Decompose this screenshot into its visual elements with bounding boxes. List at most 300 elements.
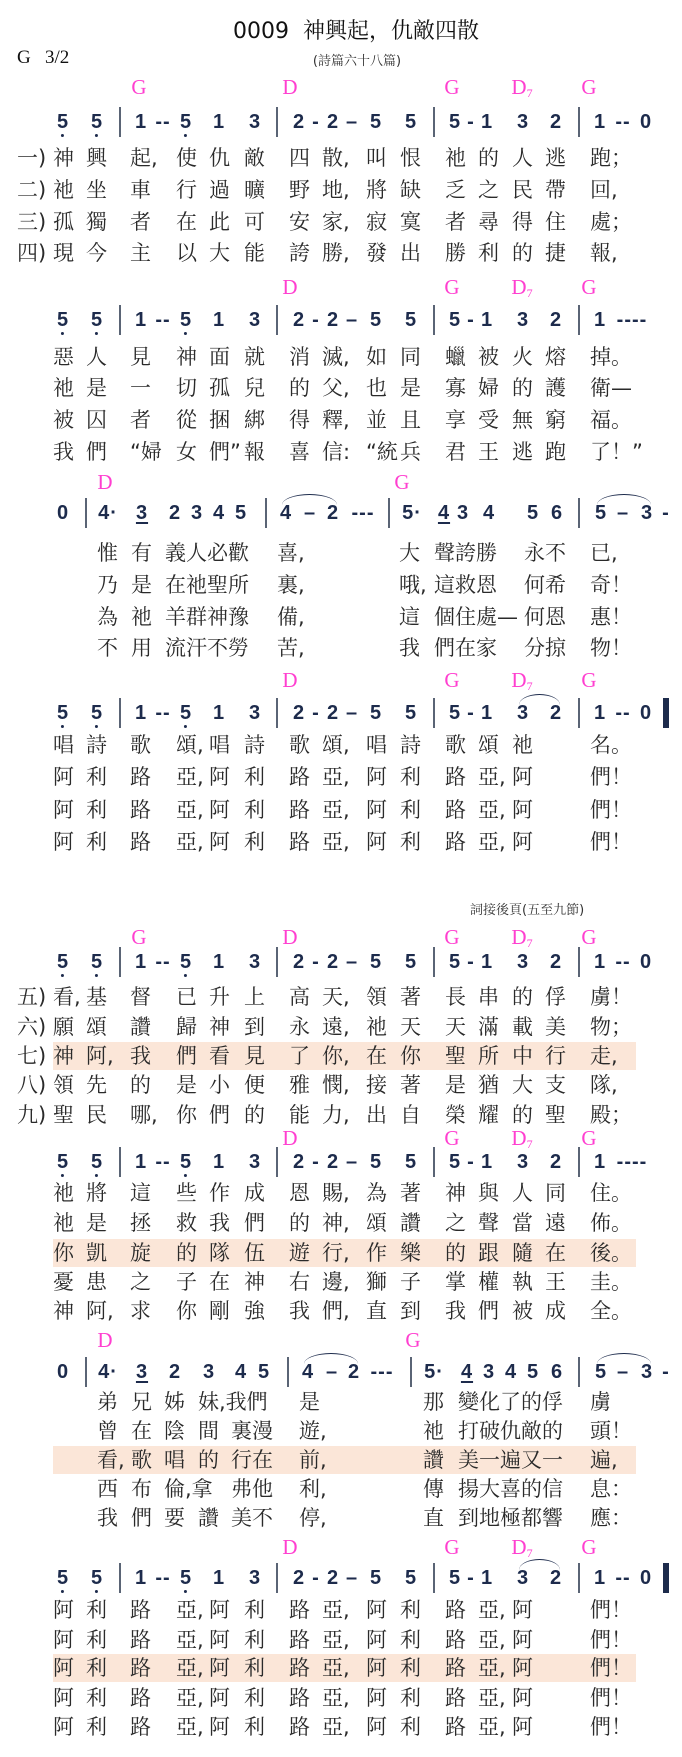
sustain-dash: - [312, 951, 320, 973]
note: 5 [369, 702, 383, 724]
lyric-syllable: 得 [512, 210, 533, 234]
lyric-syllable: 歸 [176, 1015, 197, 1039]
lyric-syllable: 們！ [590, 830, 632, 854]
lyric-syllable: 中 [512, 1044, 533, 1068]
lyric-syllable: 路 [445, 830, 466, 854]
lyric-syllable: 傳 [423, 1477, 444, 1501]
lyric-syllable: 散, [322, 146, 350, 170]
lyric-syllable: 願 [53, 1015, 74, 1039]
lyric-syllable: 叫 [366, 146, 387, 170]
sustain-dash: – [345, 111, 359, 133]
barline [388, 498, 390, 528]
lyric-syllable: 安 [289, 210, 310, 234]
lyric-syllable: 我 [97, 1506, 118, 1530]
sustain-dash: - [467, 1151, 475, 1173]
lyric-syllable: 基 [86, 985, 107, 1009]
lyric-syllable: 長 [445, 985, 466, 1009]
lyric-syllable: 今 [86, 241, 107, 265]
lyric-syllable: 神 [53, 1299, 74, 1323]
lyric-syllable: 全。 [590, 1299, 632, 1323]
lyric-syllable: 亞, [176, 830, 204, 854]
lyric-syllable: 利 [86, 1656, 107, 1680]
sustain-dash: - [312, 111, 320, 133]
low-octave-note: 5 [90, 702, 104, 724]
lyric-syllable: 聖 [545, 1103, 566, 1127]
chord-symbol: G [581, 925, 597, 949]
lyric-syllable: 那 [423, 1390, 444, 1414]
lyric-syllable: 報, [590, 241, 618, 265]
chord-extension: 7 [526, 86, 533, 100]
lyric-syllable: 在 [176, 210, 197, 234]
sustain-dash: – [345, 1567, 359, 1589]
chord-symbol: D [282, 668, 298, 692]
chord-extension: 7 [526, 679, 533, 693]
chord-symbol: D [282, 275, 298, 299]
chord-symbol: G [581, 275, 597, 299]
note: 0 [639, 702, 653, 724]
lyric-syllable: 的 [512, 376, 533, 400]
lyric-syllable: 遊 [289, 1241, 310, 1265]
lyric-syllable: 阿 [209, 798, 230, 822]
lyric-syllable: 佈。 [590, 1211, 632, 1235]
lyric-syllable: 路 [445, 1656, 466, 1680]
lyric-syllable: 憫, [322, 1073, 350, 1097]
lyric-syllable: 路 [130, 1598, 151, 1622]
low-octave-note: 5 [56, 702, 70, 724]
lyric-syllable: 路 [130, 830, 151, 854]
lyric-syllable: 可 [244, 210, 265, 234]
lyric-syllable: 滅, [322, 345, 350, 369]
note: 5 [404, 1151, 418, 1173]
lyric-syllable: 所 [478, 1044, 499, 1068]
note: 4· [98, 502, 118, 524]
lyric-syllable: 們！ [590, 1656, 632, 1680]
lyric-syllable: 現 [53, 241, 74, 265]
note: 2 [326, 1567, 340, 1589]
lyric-syllable: 讚 [198, 1506, 219, 1530]
sustain-dash: --- [370, 1361, 394, 1383]
lyric-syllable: 的 [130, 1073, 151, 1097]
lyric-syllable: 利 [478, 241, 499, 265]
note: 2 [326, 1151, 340, 1173]
lyric-syllable: 榮 [445, 1103, 466, 1127]
lyric-syllable: 切 [176, 376, 197, 400]
lyric-syllable: 蠟 [445, 345, 466, 369]
lyric-syllable: 天, [322, 985, 350, 1009]
lyric-syllable: 用 [131, 636, 152, 660]
lyric-syllable: 路 [445, 1686, 466, 1710]
lyric-syllable: 亞, [478, 765, 506, 789]
lyric-syllable: 們！ [590, 1598, 632, 1622]
lyric-syllable: 亞, [176, 1656, 204, 1680]
chord-extension: 7 [526, 286, 533, 300]
lyric-syllable: 裏漫 [231, 1419, 273, 1443]
chord-symbol: G [581, 668, 597, 692]
lyric-syllable: 利 [86, 1686, 107, 1710]
lyric-syllable: 能 [289, 1103, 310, 1127]
lyric-syllable: 揚大喜的信 [458, 1477, 563, 1501]
note: 2 [292, 111, 306, 133]
note: 4 [234, 1361, 248, 1383]
lyric-syllable: 行 [176, 178, 197, 202]
lyric-syllable: 們” [209, 440, 241, 464]
note: 3 [248, 1151, 262, 1173]
lyric-syllable: 流汗不勞 [165, 636, 249, 660]
lyric-syllable: 孤 [53, 210, 74, 234]
lyric-syllable: 路 [130, 1686, 151, 1710]
chord-symbol: G [131, 75, 147, 99]
lyric-syllable: 地, [322, 178, 350, 202]
lyric-syllable: 權 [478, 1270, 499, 1294]
lyric-syllable: 的 [478, 146, 499, 170]
chord-symbol: G [394, 470, 410, 494]
note: 4 [301, 1361, 315, 1383]
barline [265, 498, 267, 528]
lyric-syllable: 當 [512, 1211, 533, 1235]
lyric-syllable: 之 [130, 1270, 151, 1294]
sustain-dash: -- [155, 309, 171, 331]
sustain-dash: – [303, 502, 317, 524]
note: 2 [292, 309, 306, 331]
chord-symbol: G [444, 75, 460, 99]
lyric-syllable: 神, [322, 1211, 350, 1235]
lyric-syllable: 捷 [545, 241, 566, 265]
note: 2 [292, 702, 306, 724]
lyric-syllable: 利 [86, 1628, 107, 1652]
lyric-syllable: 讚 [423, 1448, 444, 1472]
lyric-syllable: 帶 [545, 178, 566, 202]
lyric-syllable: 民 [512, 178, 533, 202]
lyric-syllable: 釋, [322, 408, 350, 432]
note: 2 [168, 1361, 182, 1383]
lyric-syllable: 受 [478, 408, 499, 432]
lyric-syllable: 聖 [53, 1103, 74, 1127]
sustain-dash: - [662, 1361, 670, 1383]
lyric-syllable: 阿 [512, 1598, 533, 1622]
note: 1 [480, 111, 494, 133]
barline [119, 1563, 121, 1593]
lyric-syllable: 利 [400, 830, 421, 854]
lyric-syllable: 阿 [512, 1686, 533, 1710]
lyric-syllable: 我 [53, 440, 74, 464]
lyric-syllable: 我 [399, 636, 420, 660]
lyric-syllable: 是 [86, 1211, 107, 1235]
lyric-syllable: 回, [590, 178, 618, 202]
note: 5 [404, 309, 418, 331]
note: 4· [98, 1361, 118, 1383]
lyric-syllable: 阿 [53, 1686, 74, 1710]
lyric-syllable: 王 [545, 1270, 566, 1294]
note: 1 [593, 702, 607, 724]
barline [85, 1357, 87, 1387]
lyric-syllable: 頌 [366, 1211, 387, 1235]
note: 2 [549, 1151, 563, 1173]
barline [433, 1563, 435, 1593]
low-octave-note: 5 [90, 309, 104, 331]
note: 3 [516, 309, 530, 331]
lyric-syllable: 亞, [176, 765, 204, 789]
barline [119, 698, 121, 728]
lyric-syllable: 阿 [53, 1628, 74, 1652]
lyric-syllable: 患 [86, 1270, 107, 1294]
note: 2 [347, 1361, 361, 1383]
sustain-dash: - [467, 702, 475, 724]
verse-number: 九) [17, 1103, 47, 1127]
low-octave-note: 5 [179, 111, 193, 133]
lyric-syllable: 殿； [590, 1103, 632, 1127]
sustain-dash: -- [155, 702, 171, 724]
lyric-syllable: 作 [366, 1241, 387, 1265]
lyric-syllable: 住。 [590, 1181, 632, 1205]
lyric-syllable: 歌 [131, 1448, 152, 1472]
note: 3 [516, 1151, 530, 1173]
sustain-dash: -- [615, 111, 631, 133]
lyric-syllable: 同 [400, 345, 421, 369]
sustain-dash: - [312, 1567, 320, 1589]
lyric-syllable: 且 [400, 408, 421, 432]
lyric-syllable: 祂 [53, 178, 74, 202]
lyric-syllable: 領 [53, 1073, 74, 1097]
lyric-syllable: 亞, [322, 765, 350, 789]
lyric-syllable: 祂 [53, 376, 74, 400]
lyric-syllable: 頌, [322, 733, 350, 757]
lyric-syllable: 婦 [478, 376, 499, 400]
lyric-syllable: 阿 [512, 1715, 533, 1739]
lyric-syllable: 勝, [322, 241, 350, 265]
eighth-note: 3 [135, 502, 149, 524]
lyric-syllable: 路 [289, 765, 310, 789]
sustain-dash: - [467, 111, 475, 133]
lyric-syllable: 王 [478, 440, 499, 464]
low-octave-note: 5 [179, 951, 193, 973]
note: 1 [480, 951, 494, 973]
lyric-syllable: 主 [130, 241, 151, 265]
sustain-dash: - [312, 309, 320, 331]
note: 0 [639, 1567, 653, 1589]
lyric-syllable: 亞, [478, 1656, 506, 1680]
note: 3 [248, 1567, 262, 1589]
lyric-syllable: 凱 [86, 1241, 107, 1265]
lyric-syllable: 大 [512, 1073, 533, 1097]
lyric-syllable: 亞, [176, 1715, 204, 1739]
lyric-syllable: 倫,拿 [164, 1477, 213, 1501]
chord-symbol: $D_7$ [511, 1126, 533, 1151]
lyric-syllable: 利 [400, 798, 421, 822]
lyric-syllable: 的 [512, 985, 533, 1009]
verse-number: 二) [17, 178, 47, 202]
lyric-syllable: 亞, [322, 1686, 350, 1710]
chord-symbol: $D_7$ [511, 668, 533, 693]
lyric-syllable: 的 [244, 1103, 265, 1127]
note: 3 [640, 502, 654, 524]
lyric-syllable: 的 [512, 241, 533, 265]
lyric-syllable: 兄 [131, 1390, 152, 1414]
lyric-syllable: 能 [244, 241, 265, 265]
lyric-syllable: 車 [130, 178, 151, 202]
lyric-syllable: 誇 [289, 241, 310, 265]
lyric-syllable: 支 [545, 1073, 566, 1097]
lyric-syllable: 利 [400, 765, 421, 789]
lyric-syllable: 神 [209, 1015, 230, 1039]
lyric-syllable: 為 [97, 605, 118, 629]
lyric-syllable: 亞, [478, 1628, 506, 1652]
lyric-syllable: 求 [130, 1299, 151, 1323]
sustain-dash: - [312, 1151, 320, 1173]
lyric-syllable: 是 [131, 573, 152, 597]
lyric-syllable: 阿 [366, 830, 387, 854]
sustain-dash: - [467, 1567, 475, 1589]
lyric-syllable: 分掠 [524, 636, 566, 660]
chord-symbol: D [282, 925, 298, 949]
lyric-syllable: 亞, [322, 1715, 350, 1739]
lyric-syllable: 恨 [400, 146, 421, 170]
lyric-syllable: 我 [445, 1299, 466, 1323]
tie-slur [282, 494, 337, 505]
lyric-syllable: 們 [131, 1506, 152, 1530]
lyric-syllable: 人 [512, 146, 533, 170]
lyric-syllable: 了 [289, 1044, 310, 1068]
barline [578, 1563, 580, 1593]
lyric-syllable: 路 [130, 798, 151, 822]
lyric-syllable: 姊 [164, 1390, 185, 1414]
lyric-syllable: 跑； [590, 146, 632, 170]
lyric-syllable: 阿 [512, 830, 533, 854]
lyric-syllable: 亞, [322, 1656, 350, 1680]
lyric-syllable: “婦 [130, 440, 162, 464]
lyric-syllable: 無 [512, 408, 533, 432]
sustain-dash: -- [615, 951, 631, 973]
lyric-syllable: 路 [130, 765, 151, 789]
low-octave-note: 5 [56, 111, 70, 133]
lyric-syllable: 利 [244, 1598, 265, 1622]
lyric-syllable: 獅 [366, 1270, 387, 1294]
lyric-syllable: 阿 [366, 1598, 387, 1622]
lyric-syllable: 的 [445, 1241, 466, 1265]
sustain-dash: -- [615, 702, 631, 724]
lyric-syllable: 看, [97, 1448, 125, 1472]
lyric-syllable: 唱 [366, 733, 387, 757]
lyric-syllable: 升 [209, 985, 230, 1009]
lyric-syllable: 力, [322, 1103, 350, 1127]
lyric-syllable: 亞, [478, 1686, 506, 1710]
note: 5 [448, 309, 462, 331]
lyric-syllable: 著 [400, 985, 421, 1009]
lyric-syllable: “統 [366, 440, 398, 464]
lyric-syllable: 大 [209, 241, 230, 265]
lyric-syllable: 在 [366, 1044, 387, 1068]
lyric-syllable: 頌, [176, 733, 204, 757]
lyric-syllable: 剛 [209, 1299, 230, 1323]
lyric-syllable: 串 [478, 985, 499, 1009]
lyric-syllable: 亞, [478, 1715, 506, 1739]
lyric-syllable: 的 [198, 1448, 219, 1472]
note: 3 [248, 702, 262, 724]
lyric-syllable: 利 [244, 830, 265, 854]
lyric-syllable: 看, [53, 985, 81, 1009]
note: 1 [212, 309, 226, 331]
barline [119, 1147, 121, 1177]
lyric-syllable: 將 [366, 178, 387, 202]
lyric-syllable: 起, [130, 146, 158, 170]
chord-symbol: D [282, 1535, 298, 1559]
note: 2 [549, 111, 563, 133]
lyric-syllable: 阿 [53, 1715, 74, 1739]
note: 2 [326, 951, 340, 973]
lyric-syllable: 路 [289, 1715, 310, 1739]
lyric-syllable: 唱 [209, 733, 230, 757]
note: 4 [212, 502, 226, 524]
lyric-syllable: 遠, [322, 1015, 350, 1039]
sustain-dash: -- [155, 1151, 171, 1173]
lyric-syllable: 美一遍又一 [458, 1448, 563, 1472]
lyric-syllable: 上 [244, 985, 265, 1009]
note: 5 [369, 951, 383, 973]
note: 2 [292, 1567, 306, 1589]
note: 2 [549, 951, 563, 973]
barline [410, 1357, 412, 1387]
lyric-syllable: 被 [478, 345, 499, 369]
note: 1 [212, 1567, 226, 1589]
lyric-syllable: 們！ [590, 1628, 632, 1652]
lyric-syllable: 亞, [176, 1598, 204, 1622]
lyric-syllable: 路 [445, 1628, 466, 1652]
note: 5 [448, 1151, 462, 1173]
barline [578, 1147, 580, 1177]
lyric-syllable: 阿 [53, 798, 74, 822]
barline [276, 305, 278, 335]
low-octave-note: 5 [179, 309, 193, 331]
lyric-syllable: 詩 [400, 733, 421, 757]
low-octave-note: 5 [56, 1567, 70, 1589]
note: 3 [248, 309, 262, 331]
lyric-syllable: 要 [164, 1506, 185, 1530]
lyric-syllable: 路 [445, 798, 466, 822]
chord-extension: 7 [526, 1137, 533, 1151]
lyric-syllable: 喜, [277, 541, 305, 565]
hymn-subtitle: (詩篇六十八篇) [312, 54, 402, 69]
note: 5 [448, 951, 462, 973]
note: 1 [212, 111, 226, 133]
note: 2 [292, 951, 306, 973]
lyric-syllable: 頌 [86, 1015, 107, 1039]
note: 5· [424, 1361, 444, 1383]
lyric-syllable: 消 [289, 345, 310, 369]
lyric-syllable: 是 [86, 376, 107, 400]
lyric-syllable: 遍, [590, 1448, 618, 1472]
lyric-syllable: 孤 [209, 376, 230, 400]
lyric-syllable: 出 [366, 1103, 387, 1127]
lyric-syllable: 路 [130, 1656, 151, 1680]
sustain-dash: -- [155, 111, 171, 133]
continuation-note: 詞接後頁(五至九節) [470, 903, 585, 918]
lyric-syllable: 路 [289, 830, 310, 854]
chord-symbol: G [131, 925, 147, 949]
lyric-syllable: 火 [512, 345, 533, 369]
lyric-syllable: 利 [244, 1628, 265, 1652]
lyric-syllable: 亞, [176, 1686, 204, 1710]
lyric-syllable: 行, [322, 1241, 350, 1265]
verse-number: 五) [17, 985, 47, 1009]
lyric-syllable: 隊, [590, 1073, 618, 1097]
lyric-syllable: 高 [289, 985, 310, 1009]
lyric-syllable: 的 [512, 1103, 533, 1127]
lyric-syllable: 者 [445, 210, 466, 234]
lyric-syllable: 之 [478, 178, 499, 202]
note: 1 [593, 111, 607, 133]
eighth-note: 3 [135, 1361, 149, 1383]
note: 3 [516, 111, 530, 133]
lyric-syllable: 利 [86, 765, 107, 789]
